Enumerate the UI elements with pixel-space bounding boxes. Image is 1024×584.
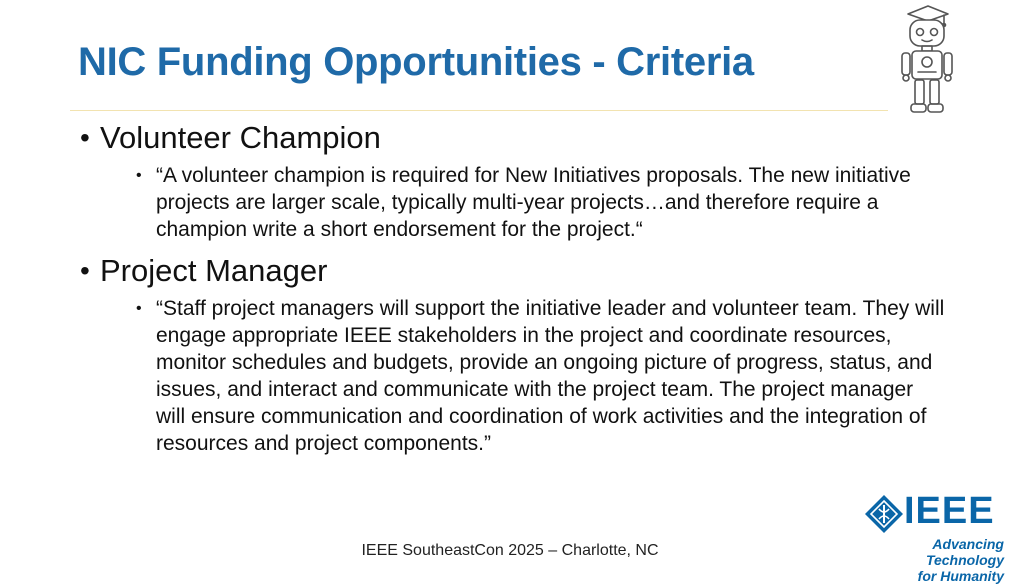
ieee-tagline-line-2: for Humanity	[917, 568, 1004, 584]
ieee-tagline-line-1: Advancing Technology	[925, 536, 1004, 568]
ieee-diamond-icon	[864, 494, 904, 534]
graduate-robot-icon	[898, 2, 954, 116]
bullet-volunteer-champion	[78, 116, 958, 160]
bullet-detail: “Staff project managers will support the initiative leader and volunteer team. They will engage appropriate IEEE stakeholders in the project and coordinate resources, monitor schedules and budgets, provide an ongoing picture of progress, status, and issues, and interact and communicate with the project team. The project manager will ensure communication and coordination of work activities and the integration of resources and project components.”	[156, 297, 945, 455]
bullet-dot: •	[136, 300, 142, 317]
slide-title: NIC Funding Opportunities - Criteria	[78, 40, 754, 84]
sub-bullet-volunteer-champion	[136, 162, 946, 243]
ieee-wordmark: IEEE	[904, 490, 995, 532]
footer-text: IEEE SoutheastCon 2025 – Charlotte, NC	[361, 542, 659, 559]
ieee-tagline	[862, 536, 1004, 584]
bullet-dot: •	[80, 122, 90, 153]
bullet-dot: •	[136, 167, 142, 184]
bullet-project-manager	[78, 249, 958, 293]
bullet-dot: •	[80, 255, 90, 286]
bullet-heading: Volunteer Champion	[100, 120, 381, 155]
title-divider	[70, 110, 888, 111]
ieee-logo	[860, 488, 1010, 584]
bullet-detail: “A volunteer champion is required for New Initiatives proposals. The new initiative projects are larger scale, typically multi-year projects…and therefore require a champion write a short endorsement for the project.“	[156, 164, 911, 241]
slide-content	[78, 116, 958, 461]
bullet-heading: Project Manager	[100, 253, 328, 288]
sub-bullet-project-manager	[136, 295, 946, 457]
